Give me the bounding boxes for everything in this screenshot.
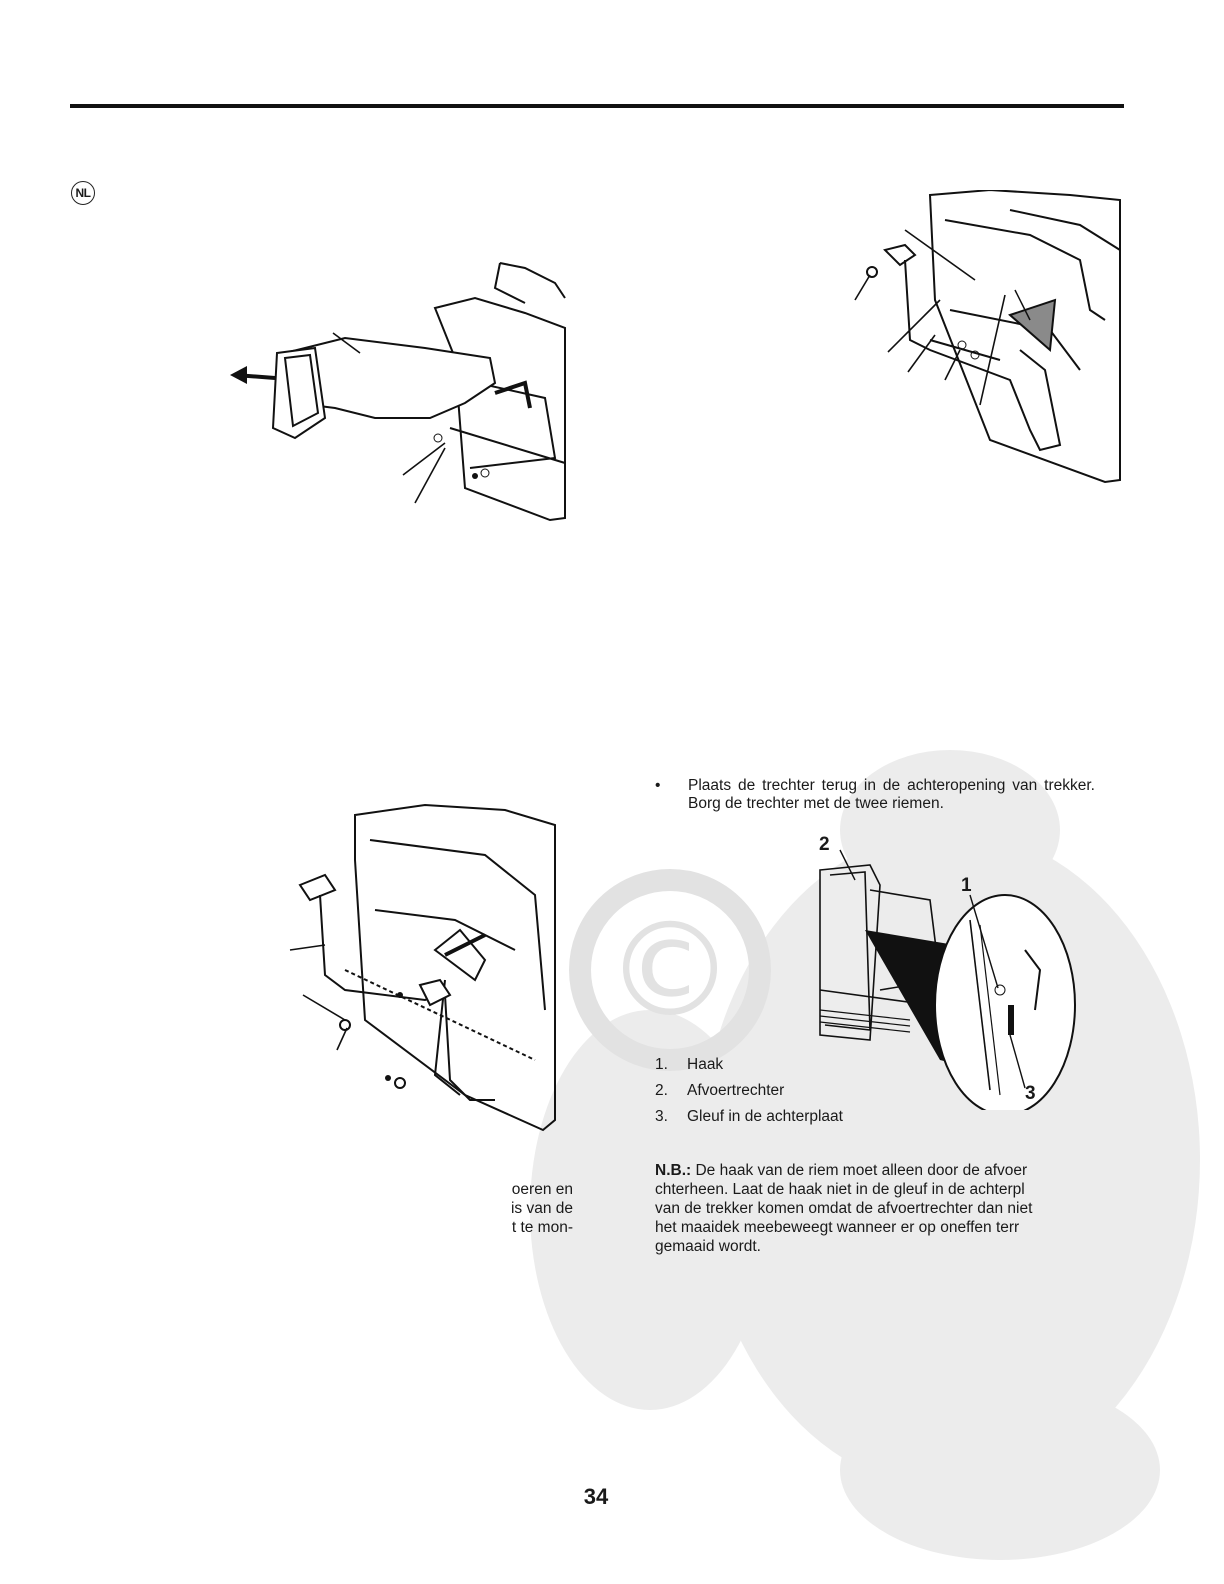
header-rule — [70, 104, 1124, 108]
instruction-bullet — [655, 777, 1095, 813]
legend-item: 2. Afvoertrechter — [655, 1082, 785, 1099]
language-badge: NL — [71, 181, 95, 205]
callout-2: 2 — [819, 834, 830, 855]
callout-3: 3 — [1025, 1083, 1036, 1104]
legend-item: 1. Haak — [655, 1056, 724, 1073]
figure-bracket-mounting — [285, 800, 565, 1140]
page-number: 34 — [583, 1484, 609, 1509]
figure-legend — [655, 1056, 843, 1134]
note-paragraph: N.B.: De haak van de riem moet alleen door de afvoer chterheen. Laat de haak niet in de gleuf in de achterpl van de trekker komen omdat de afvoertrechter dan niet het maaidek meebeweegt wanneer er op oneffen terr gemaaid wordt. — [655, 1162, 1033, 1255]
note-label: N.B.: — [655, 1162, 692, 1179]
bullet-text: Plaats de trechter terug in de achteropening van trekker. Borg de trechter met de twee riemen. — [688, 777, 1095, 812]
callout-1: 1 — [961, 875, 972, 896]
left-text-fragment: oeren en is van de t te mon- — [510, 1181, 573, 1236]
figure-hook-detail — [810, 830, 1110, 1110]
legend-item: 3. Gleuf in de achterplaat — [655, 1108, 843, 1125]
figure-bracket-assembly — [850, 190, 1122, 490]
figure-chute-removal — [225, 258, 570, 528]
bullet-symbol: • — [655, 777, 661, 794]
svg-text:©: © — [605, 894, 735, 1046]
